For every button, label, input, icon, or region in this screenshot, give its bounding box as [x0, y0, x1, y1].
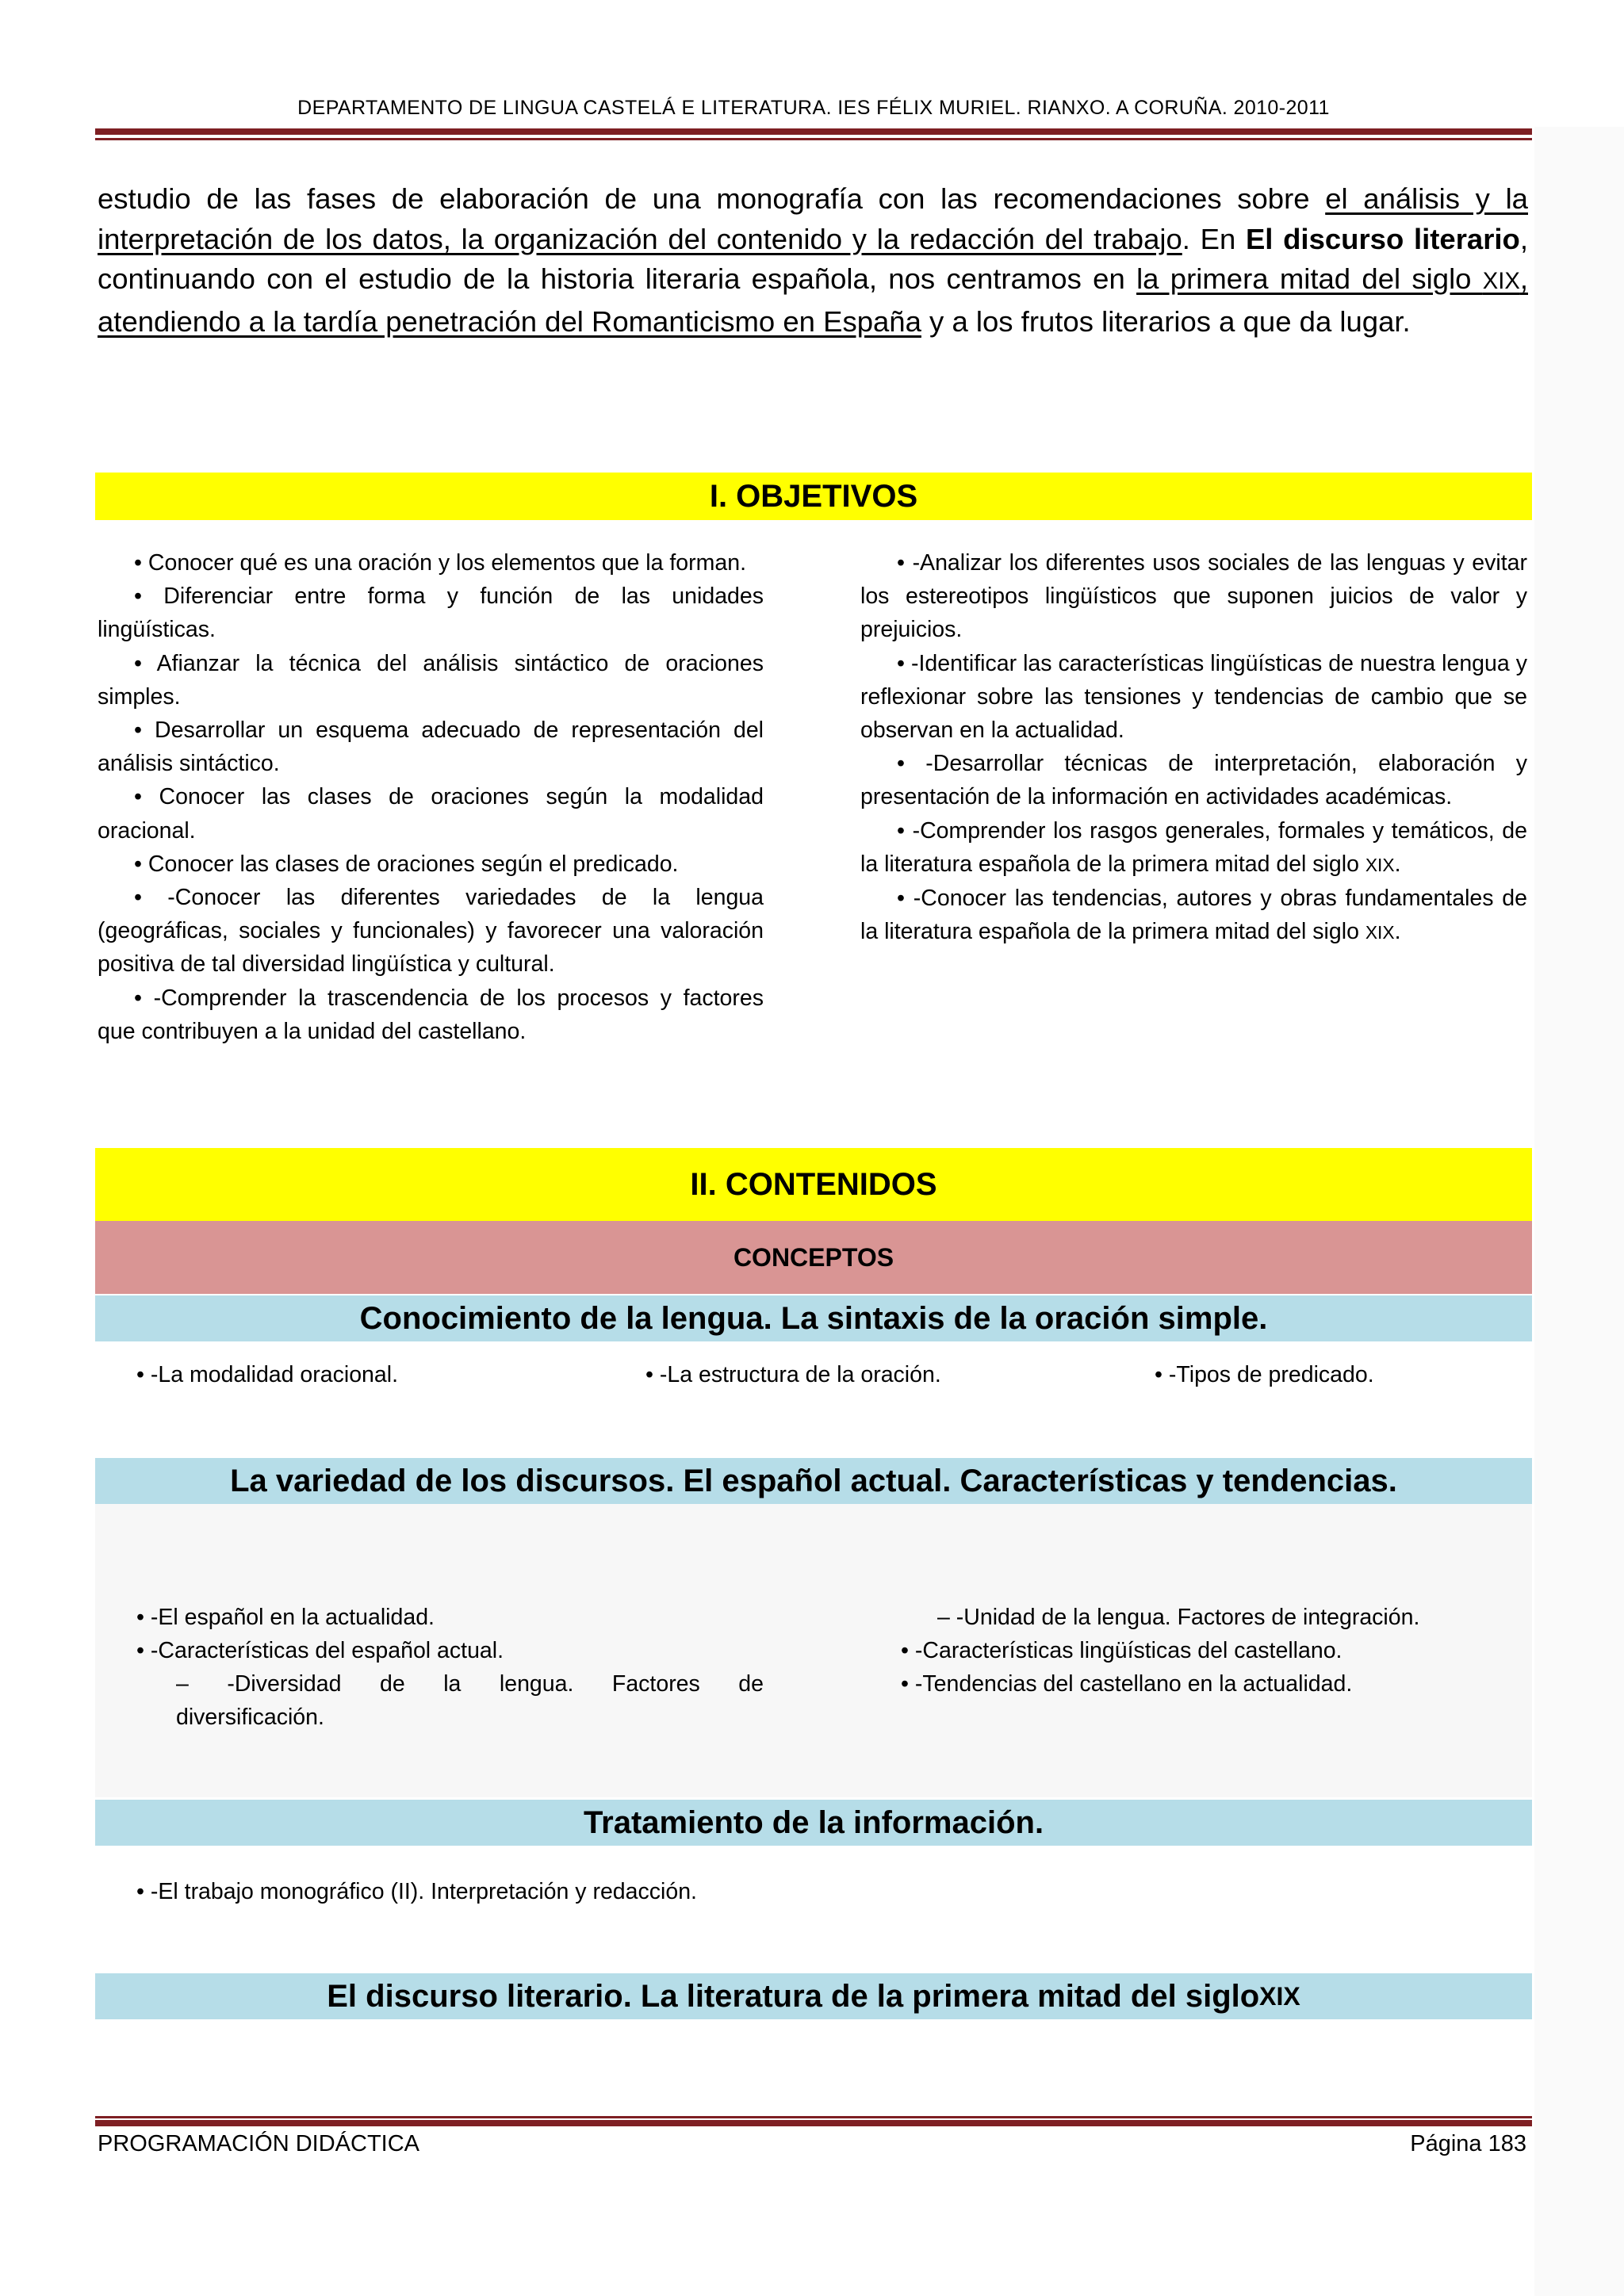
objetivo-item: • Conocer qué es una oración y los elementos que la forman. [134, 550, 747, 576]
objetivo-item: • Afianzar la técnica del análisis sintáctico de oraciones simples. [98, 650, 764, 710]
objetivo-item: • -Identificar las características lingüísticas de nuestra lengua y reflexionar sobre las tensiones y tendencias de cambio que se observan en la actualidad. [860, 650, 1527, 744]
contenidos-heading: II. CONTENIDOS [95, 1148, 1532, 1221]
page-header: DEPARTAMENTO DE LINGUA CASTELÁ E LITERATURA. IES FÉLIX MURIEL. RIANXO. A CORUÑA. 2010-2011 [297, 97, 1330, 119]
page-number: Página 183 [1410, 2131, 1526, 2156]
underlined-phrase: el análisis y la interpretación de los datos, la organización del contenido y la redacción del trabajo [98, 182, 1528, 255]
objetivo-item: • -Comprender la trascendencia de los procesos y factores que contribuyen a la unidad del castellano. [98, 985, 764, 1044]
section-title-literatura: El discurso literario. La literatura de la primera mitad del siglo XIX [95, 1973, 1532, 2019]
concept-subitem: – -Diversidad de la lengua. Factores de [176, 1671, 764, 1697]
objetivo-item: • Diferenciar entre forma y función de las unidades lingüísticas. [98, 584, 764, 643]
concept-item: • -Tipos de predicado. [1155, 1362, 1374, 1387]
objetivos-heading: I. OBJETIVOS [95, 473, 1532, 520]
concept-subitem-continuation: diversificación. [176, 1705, 324, 1730]
concept-subitem: – -Unidad de la lengua. Factores de integración. [937, 1605, 1420, 1630]
concept-item: • -El español en la actualidad. [136, 1605, 435, 1630]
objetivo-item: • -Desarrollar técnicas de interpretación, elaboración y presentación de la información en actividades académicas. [860, 751, 1527, 810]
concept-item: • -El trabajo monográfico (II). Interpretación y redacción. [136, 1879, 697, 1904]
concept-item: • -La modalidad oracional. [136, 1362, 399, 1387]
footer-rule-thick [95, 2120, 1532, 2126]
objetivos-left-column [98, 546, 764, 1048]
footer-rule-thin [95, 2116, 1532, 2118]
concept-item: • -Tendencias del castellano en la actualidad. [901, 1671, 1353, 1697]
objetivo-item: • -Conocer las diferentes variedades de la lengua (geográficas, sociales y funcionales) y favorecer una valoración positiva de tal diversidad lingüística y cultural. [98, 885, 764, 978]
section-title-variedad: La variedad de los discursos. El español actual. Características y tendencias. [95, 1458, 1532, 1504]
concept-item: • -Características del español actual. [136, 1638, 504, 1663]
objetivo-item: • Conocer las clases de oraciones según el predicado. [134, 851, 679, 877]
header-rule-thick [95, 128, 1532, 135]
objetivo-item: • -Conocer las tendencias, autores y obras fundamentales de la literatura española de la primera mitad del siglo XIX. [860, 886, 1527, 945]
objetivo-item: • -Analizar los diferentes usos sociales de las lenguas y evitar los estereotipos lingüísticos que suponen juicios de valor y prejuicios. [860, 550, 1527, 643]
objetivo-item: • Desarrollar un esquema adecuado de representación del análisis sintáctico. [98, 718, 764, 777]
concept-item: • -Características lingüísticas del castellano. [901, 1638, 1342, 1663]
underlined-phrase: la primera mitad del siglo XIX, atendiendo a la tardía penetración del Romanticismo en España [98, 262, 1528, 338]
bold-phrase: El discurso literario [1245, 222, 1520, 255]
objetivos-right-column [860, 546, 1527, 949]
intro-paragraph: estudio de las fases de elaboración de una monografía con las recomendaciones sobre el análisis y la interpretación de los datos, la organización del contenido y la redacción del trabajo. En El discurso literario, continuando con el estudio de la historia literaria española, nos centramos en la primera mitad del siglo XIX, atendiendo a la tardía penetración del Romanticismo en España y a los frutos literarios a que da lugar. [98, 182, 1528, 338]
header-rule-thin [95, 138, 1532, 140]
conceptos-heading: CONCEPTOS [95, 1221, 1532, 1294]
objetivo-item: • -Comprender los rasgos generales, formales y temáticos, de la literatura española de la primera mitad del siglo XIX. [860, 817, 1527, 877]
section-title-informacion: Tratamiento de la información. [95, 1800, 1532, 1846]
objetivo-item: • Conocer las clases de oraciones según la modalidad oracional. [98, 784, 764, 844]
concept-item: • -La estructura de la oración. [645, 1362, 941, 1387]
page-margin-band [1534, 127, 1624, 2296]
section-title-sintaxis: Conocimiento de la lengua. La sintaxis de la oración simple. [95, 1295, 1532, 1341]
footer-title: PROGRAMACIÓN DIDÁCTICA [98, 2131, 420, 2156]
